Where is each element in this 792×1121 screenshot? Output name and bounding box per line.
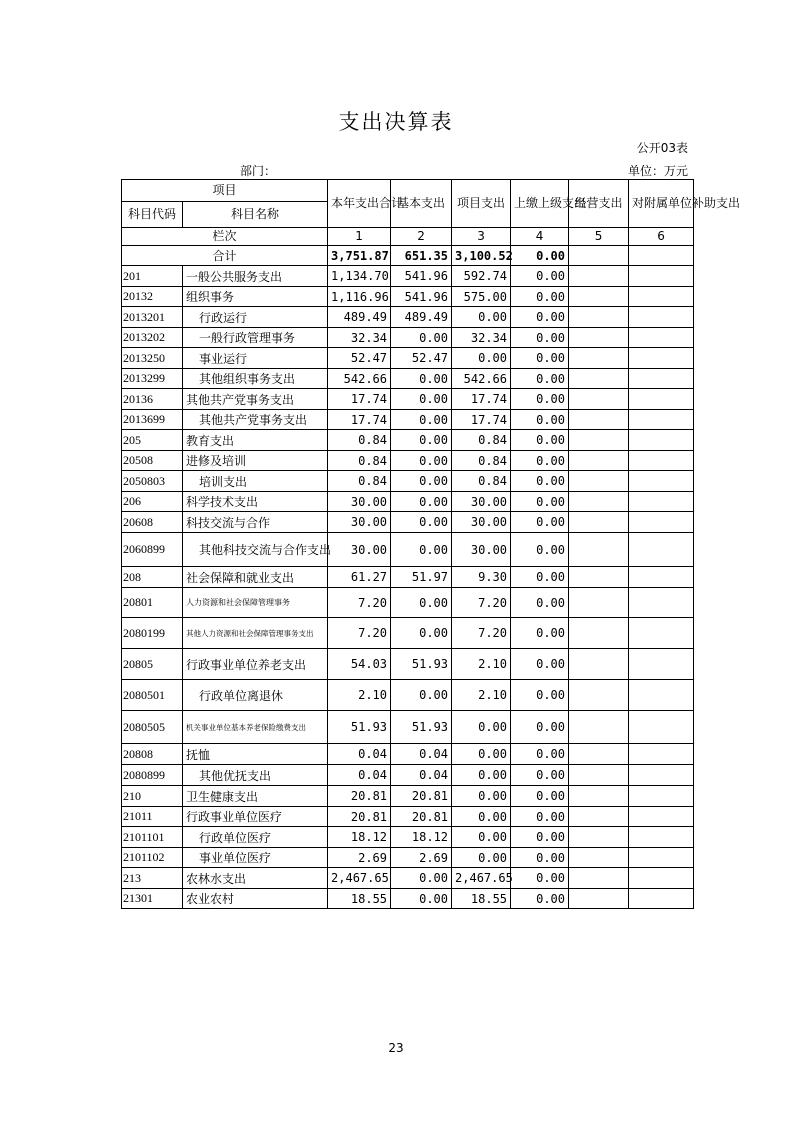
row-business xyxy=(569,680,629,711)
row-total: 2,467.65 xyxy=(328,868,391,889)
row-code: 213 xyxy=(122,868,183,889)
row-name: 其他共产党事务支出 xyxy=(183,389,328,410)
row-name: 机关事业单位基本养老保险缴费支出 xyxy=(183,711,328,744)
table-row xyxy=(122,287,694,307)
row-basic: 20.81 xyxy=(391,786,452,807)
table-row xyxy=(122,328,694,348)
total-label: 合计 xyxy=(122,246,328,266)
row-total: 20.81 xyxy=(328,807,391,827)
table-row xyxy=(122,786,694,807)
row-business xyxy=(569,827,629,848)
row-name: 行政事业单位医疗 xyxy=(183,807,328,827)
row-upload: 0.00 xyxy=(511,827,569,848)
row-business xyxy=(569,744,629,765)
row-project: 0.00 xyxy=(452,827,511,848)
row-basic: 0.00 xyxy=(391,680,452,711)
page-number: 23 xyxy=(388,1041,404,1055)
row-basic: 0.00 xyxy=(391,868,452,889)
row-name: 科技交流与合作 xyxy=(183,512,328,533)
row-code: 2080501 xyxy=(122,680,183,711)
row-upload: 0.00 xyxy=(511,348,569,369)
row-project: 2.10 xyxy=(452,649,511,680)
table-row xyxy=(122,711,694,744)
row-code: 2013202 xyxy=(122,328,183,348)
row-business xyxy=(569,533,629,567)
row-code: 20801 xyxy=(122,588,183,618)
total-total: 3,751.87 xyxy=(328,246,391,266)
total-upload: 0.00 xyxy=(511,246,569,266)
row-basic: 0.00 xyxy=(391,889,452,909)
row-code: 201 xyxy=(122,266,183,287)
table-row xyxy=(122,410,694,430)
row-business xyxy=(569,287,629,307)
row-code: 2080505 xyxy=(122,711,183,744)
row-project: 7.20 xyxy=(452,618,511,649)
row-upload: 0.00 xyxy=(511,868,569,889)
row-total: 30.00 xyxy=(328,512,391,533)
row-subsidy xyxy=(629,512,694,533)
row-code: 2013250 xyxy=(122,348,183,369)
row-name: 行政运行 xyxy=(183,307,328,328)
table-row xyxy=(122,765,694,786)
table-row xyxy=(122,889,694,909)
table-row xyxy=(122,588,694,618)
row-business xyxy=(569,868,629,889)
row-upload: 0.00 xyxy=(511,266,569,287)
row-basic: 0.00 xyxy=(391,512,452,533)
row-basic: 0.00 xyxy=(391,533,452,567)
row-code: 2080899 xyxy=(122,765,183,786)
total-project: 3,100.52 xyxy=(452,246,511,266)
row-upload: 0.00 xyxy=(511,471,569,492)
row-subsidy xyxy=(629,533,694,567)
row-basic: 0.00 xyxy=(391,471,452,492)
row-subsidy xyxy=(629,430,694,451)
row-upload: 0.00 xyxy=(511,430,569,451)
row-project: 0.00 xyxy=(452,786,511,807)
row-subsidy xyxy=(629,807,694,827)
row-business xyxy=(569,492,629,512)
unit-label: 单位：万元 xyxy=(627,164,688,178)
row-subsidy xyxy=(629,567,694,588)
row-name: 一般行政管理事务 xyxy=(183,328,328,348)
row-project: 0.00 xyxy=(452,348,511,369)
row-name: 其他共产党事务支出 xyxy=(183,410,328,430)
row-name: 事业单位医疗 xyxy=(183,848,328,868)
row-basic: 0.00 xyxy=(391,588,452,618)
row-name: 其他组织事务支出 xyxy=(183,369,328,389)
row-project: 0.00 xyxy=(452,848,511,868)
col-num: 6 xyxy=(629,228,694,246)
row-subsidy xyxy=(629,744,694,765)
row-subsidy xyxy=(629,369,694,389)
row-business xyxy=(569,512,629,533)
row-total: 30.00 xyxy=(328,492,391,512)
row-name: 农林水支出 xyxy=(183,868,328,889)
row-subsidy xyxy=(629,786,694,807)
row-project: 0.84 xyxy=(452,430,511,451)
row-subsidy xyxy=(629,889,694,909)
row-code: 2101101 xyxy=(122,827,183,848)
row-upload: 0.00 xyxy=(511,711,569,744)
row-business xyxy=(569,266,629,287)
row-subsidy xyxy=(629,287,694,307)
row-business xyxy=(569,889,629,909)
table-row xyxy=(122,868,694,889)
row-total: 17.74 xyxy=(328,410,391,430)
row-basic: 0.00 xyxy=(391,410,452,430)
table-row xyxy=(122,807,694,827)
row-name: 农业农村 xyxy=(183,889,328,909)
table-row xyxy=(122,827,694,848)
row-basic: 0.00 xyxy=(391,451,452,471)
row-business xyxy=(569,348,629,369)
row-business xyxy=(569,471,629,492)
row-business xyxy=(569,848,629,868)
row-total: 1,134.70 xyxy=(328,266,391,287)
row-basic: 0.00 xyxy=(391,430,452,451)
row-name: 其他优抚支出 xyxy=(183,765,328,786)
row-code: 20805 xyxy=(122,649,183,680)
row-business xyxy=(569,711,629,744)
row-business xyxy=(569,567,629,588)
row-upload: 0.00 xyxy=(511,328,569,348)
row-code: 206 xyxy=(122,492,183,512)
row-basic: 0.04 xyxy=(391,744,452,765)
row-upload: 0.00 xyxy=(511,369,569,389)
row-total: 0.84 xyxy=(328,471,391,492)
row-upload: 0.00 xyxy=(511,389,569,410)
table-row xyxy=(122,512,694,533)
table-row xyxy=(122,348,694,369)
table-row xyxy=(122,451,694,471)
table-row xyxy=(122,307,694,328)
expenditure-table xyxy=(121,179,741,909)
row-code: 208 xyxy=(122,567,183,588)
row-project: 0.84 xyxy=(452,471,511,492)
row-name: 行政单位离退休 xyxy=(183,680,328,711)
table-row xyxy=(122,618,694,649)
row-subsidy xyxy=(629,266,694,287)
col-num: 5 xyxy=(569,228,629,246)
row-project: 9.30 xyxy=(452,567,511,588)
header-col-label: 栏次 xyxy=(122,228,328,246)
total-subsidy xyxy=(629,246,694,266)
row-project: 0.00 xyxy=(452,744,511,765)
row-basic: 18.12 xyxy=(391,827,452,848)
row-code: 2013299 xyxy=(122,369,183,389)
col-num: 3 xyxy=(452,228,511,246)
row-business xyxy=(569,410,629,430)
row-subsidy xyxy=(629,680,694,711)
row-project: 18.55 xyxy=(452,889,511,909)
row-project: 0.00 xyxy=(452,765,511,786)
header-code: 科目代码 xyxy=(122,202,183,228)
row-total: 61.27 xyxy=(328,567,391,588)
row-code: 21011 xyxy=(122,807,183,827)
row-name: 人力资源和社会保障管理事务 xyxy=(183,588,328,618)
row-basic: 0.00 xyxy=(391,369,452,389)
row-subsidy xyxy=(629,410,694,430)
row-basic: 51.93 xyxy=(391,649,452,680)
row-subsidy xyxy=(629,328,694,348)
row-business xyxy=(569,451,629,471)
row-code: 2050803 xyxy=(122,471,183,492)
row-basic: 541.96 xyxy=(391,287,452,307)
row-business xyxy=(569,307,629,328)
row-project: 17.74 xyxy=(452,410,511,430)
row-total: 52.47 xyxy=(328,348,391,369)
row-total: 20.81 xyxy=(328,786,391,807)
row-subsidy xyxy=(629,307,694,328)
row-upload: 0.00 xyxy=(511,786,569,807)
total-basic: 651.35 xyxy=(391,246,452,266)
header-name: 科目名称 xyxy=(183,202,328,228)
row-name: 培训支出 xyxy=(183,471,328,492)
row-upload: 0.00 xyxy=(511,889,569,909)
row-total: 17.74 xyxy=(328,389,391,410)
header-row-1 xyxy=(122,180,694,202)
column-number-row xyxy=(122,228,694,246)
col-num: 4 xyxy=(511,228,569,246)
total-business xyxy=(569,246,629,266)
row-total: 0.84 xyxy=(328,451,391,471)
row-upload: 0.00 xyxy=(511,307,569,328)
row-total: 51.93 xyxy=(328,711,391,744)
row-code: 2101102 xyxy=(122,848,183,868)
row-code: 205 xyxy=(122,430,183,451)
header-total: 本年支出合计 xyxy=(328,180,391,228)
col-num: 1 xyxy=(328,228,391,246)
row-business xyxy=(569,786,629,807)
row-project: 2.10 xyxy=(452,680,511,711)
row-basic: 489.49 xyxy=(391,307,452,328)
row-total: 18.12 xyxy=(328,827,391,848)
row-code: 2013699 xyxy=(122,410,183,430)
row-total: 0.04 xyxy=(328,765,391,786)
header-item: 项目 xyxy=(122,180,328,202)
row-code: 2013201 xyxy=(122,307,183,328)
row-business xyxy=(569,807,629,827)
row-upload: 0.00 xyxy=(511,567,569,588)
row-business xyxy=(569,649,629,680)
row-code: 20508 xyxy=(122,451,183,471)
row-business xyxy=(569,618,629,649)
row-project: 0.84 xyxy=(452,451,511,471)
row-project: 30.00 xyxy=(452,512,511,533)
row-code: 2060899 xyxy=(122,533,183,567)
row-upload: 0.00 xyxy=(511,588,569,618)
row-name: 行政事业单位养老支出 xyxy=(183,649,328,680)
header-upload: 上缴上级支出 xyxy=(511,180,569,228)
row-total: 1,116.96 xyxy=(328,287,391,307)
row-name: 其他科技交流与合作支出 xyxy=(183,533,328,567)
row-code: 20808 xyxy=(122,744,183,765)
row-name: 进修及培训 xyxy=(183,451,328,471)
row-upload: 0.00 xyxy=(511,287,569,307)
row-upload: 0.00 xyxy=(511,765,569,786)
row-total: 542.66 xyxy=(328,369,391,389)
table-row xyxy=(122,848,694,868)
table-row xyxy=(122,680,694,711)
header-project: 项目支出 xyxy=(452,180,511,228)
row-upload: 0.00 xyxy=(511,618,569,649)
row-subsidy xyxy=(629,492,694,512)
col-num: 2 xyxy=(391,228,452,246)
row-business xyxy=(569,328,629,348)
row-subsidy xyxy=(629,348,694,369)
row-business xyxy=(569,369,629,389)
table-row xyxy=(122,649,694,680)
row-upload: 0.00 xyxy=(511,680,569,711)
row-upload: 0.00 xyxy=(511,410,569,430)
row-basic: 2.69 xyxy=(391,848,452,868)
row-total: 489.49 xyxy=(328,307,391,328)
row-name: 一般公共服务支出 xyxy=(183,266,328,287)
row-subsidy xyxy=(629,649,694,680)
row-basic: 541.96 xyxy=(391,266,452,287)
row-subsidy xyxy=(629,848,694,868)
row-total: 7.20 xyxy=(328,588,391,618)
row-project: 17.74 xyxy=(452,389,511,410)
row-business xyxy=(569,588,629,618)
header-business: 经营支出 xyxy=(569,180,629,228)
row-upload: 0.00 xyxy=(511,848,569,868)
header-basic: 基本支出 xyxy=(391,180,452,228)
row-subsidy xyxy=(629,588,694,618)
row-project: 542.66 xyxy=(452,369,511,389)
row-basic: 0.00 xyxy=(391,389,452,410)
row-name: 组织事务 xyxy=(183,287,328,307)
row-basic: 20.81 xyxy=(391,807,452,827)
row-business xyxy=(569,765,629,786)
row-basic: 0.00 xyxy=(391,328,452,348)
row-basic: 0.04 xyxy=(391,765,452,786)
row-basic: 0.00 xyxy=(391,618,452,649)
total-row xyxy=(122,246,694,266)
row-name: 卫生健康支出 xyxy=(183,786,328,807)
table-row xyxy=(122,430,694,451)
row-basic: 52.47 xyxy=(391,348,452,369)
row-subsidy xyxy=(629,765,694,786)
table-row xyxy=(122,744,694,765)
row-upload: 0.00 xyxy=(511,744,569,765)
table-row xyxy=(122,369,694,389)
row-business xyxy=(569,389,629,410)
table-row xyxy=(122,533,694,567)
row-subsidy xyxy=(629,827,694,848)
row-subsidy xyxy=(629,868,694,889)
row-project: 2,467.65 xyxy=(452,868,511,889)
row-name: 教育支出 xyxy=(183,430,328,451)
row-name: 社会保障和就业支出 xyxy=(183,567,328,588)
row-total: 7.20 xyxy=(328,618,391,649)
row-project: 0.00 xyxy=(452,711,511,744)
row-project: 0.00 xyxy=(452,807,511,827)
row-project: 592.74 xyxy=(452,266,511,287)
row-basic: 51.93 xyxy=(391,711,452,744)
row-project: 32.34 xyxy=(452,328,511,348)
row-name: 事业运行 xyxy=(183,348,328,369)
row-subsidy xyxy=(629,389,694,410)
row-code: 20608 xyxy=(122,512,183,533)
row-subsidy xyxy=(629,451,694,471)
row-code: 2080199 xyxy=(122,618,183,649)
row-total: 54.03 xyxy=(328,649,391,680)
table-row xyxy=(122,266,694,287)
row-subsidy xyxy=(629,471,694,492)
row-code: 20132 xyxy=(122,287,183,307)
form-number: 公开03表 xyxy=(636,141,688,155)
row-name: 科学技术支出 xyxy=(183,492,328,512)
department-label: 部门： xyxy=(240,164,277,178)
row-upload: 0.00 xyxy=(511,533,569,567)
row-project: 30.00 xyxy=(452,492,511,512)
row-upload: 0.00 xyxy=(511,451,569,471)
row-code: 21301 xyxy=(122,889,183,909)
row-name: 其他人力资源和社会保障管理事务支出 xyxy=(183,618,328,649)
row-project: 575.00 xyxy=(452,287,511,307)
row-total: 0.04 xyxy=(328,744,391,765)
row-total: 32.34 xyxy=(328,328,391,348)
row-code: 210 xyxy=(122,786,183,807)
row-total: 0.84 xyxy=(328,430,391,451)
table-row xyxy=(122,492,694,512)
row-upload: 0.00 xyxy=(511,649,569,680)
row-total: 2.69 xyxy=(328,848,391,868)
row-name: 行政单位医疗 xyxy=(183,827,328,848)
row-project: 0.00 xyxy=(452,307,511,328)
row-total: 18.55 xyxy=(328,889,391,909)
row-subsidy xyxy=(629,711,694,744)
table-row xyxy=(122,567,694,588)
row-upload: 0.00 xyxy=(511,512,569,533)
row-name: 抚恤 xyxy=(183,744,328,765)
row-total: 2.10 xyxy=(328,680,391,711)
row-upload: 0.00 xyxy=(511,492,569,512)
row-subsidy xyxy=(629,618,694,649)
row-basic: 51.97 xyxy=(391,567,452,588)
row-basic: 0.00 xyxy=(391,492,452,512)
row-business xyxy=(569,430,629,451)
row-total: 30.00 xyxy=(328,533,391,567)
header-subsidy: 对附属单位补助支出 xyxy=(629,180,694,228)
row-upload: 0.00 xyxy=(511,807,569,827)
table-row xyxy=(122,471,694,492)
page-title: 支出决算表 xyxy=(338,110,454,134)
row-code: 20136 xyxy=(122,389,183,410)
table-row xyxy=(122,389,694,410)
row-project: 30.00 xyxy=(452,533,511,567)
row-project: 7.20 xyxy=(452,588,511,618)
